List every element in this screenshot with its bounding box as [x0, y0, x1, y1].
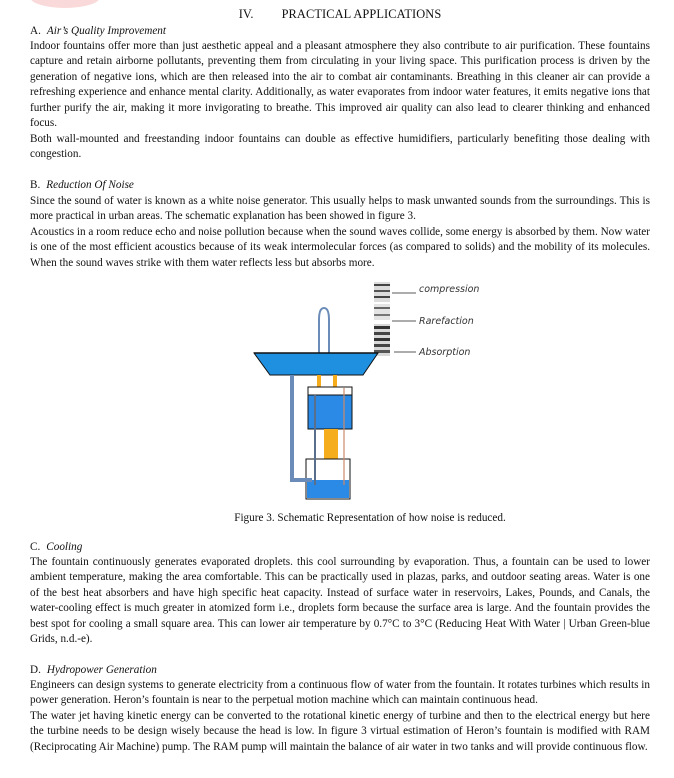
- section-number: IV.: [238, 7, 254, 21]
- subsection-a-heading: [30, 24, 166, 39]
- label-rarefaction: Rarefaction: [419, 316, 474, 327]
- figure-3: [220, 280, 500, 505]
- subsection-title: Air’s Quality Improvement: [46, 25, 166, 37]
- paragraph: The water jet having kinetic energy can be converted to the rotational kinetic energy of turbine and then to the electrical energy but here the turbine needs to be design wisely because the head is low. In figure 3 virtual estimation of Heron’s fountain is modified with RAM (Reciprocating Air Machine) pump. The RAM pump will maintain the balance of air water in two tanks and will provide continuous flow.: [30, 710, 650, 753]
- subsection-title: Cooling: [46, 541, 83, 553]
- flow-column: [324, 429, 338, 459]
- figure-caption: Figure 3. Schematic Representation of how noise is reduced.: [234, 512, 506, 524]
- subsection-b-heading: [30, 178, 134, 193]
- subsection-letter: D.: [30, 664, 41, 676]
- sound-wave-bars: [374, 282, 390, 356]
- subsection-letter: C.: [30, 541, 41, 553]
- paragraph: Engineers can design systems to generate electricity from a continuous flow of water from the fountain. It rotates turbines which results in power generation. Heron’s fountain is near to the perpetual motion machine which can maintain continuous head.: [30, 679, 650, 707]
- flow-connector: [317, 375, 321, 387]
- subsection-title: Hydropower Generation: [46, 664, 157, 676]
- subsection-letter: B.: [30, 179, 41, 191]
- flow-connector: [333, 375, 337, 387]
- paragraph: Since the sound of water is known as a white noise generator. This usually helps to mask unwanted sounds from the surroundings. This is more practical in urban areas. The schematic explanation has been showed in figure 3.: [30, 195, 650, 223]
- top-basin: [254, 353, 378, 375]
- label-absorption: Absorption: [419, 347, 471, 358]
- subsection-c-heading: [30, 540, 82, 555]
- paragraph: Acoustics in a room reduce echo and noise pollution because when the sound waves collide, some energy is absorbed by them. Now water is one of the most efficient acoustics because of its weak intermolecular forces (as compared to solids) and the mobility of its molecules. When the sound waves strike with them water reflects less but absorbs more.: [30, 226, 650, 269]
- paragraph: The fountain continuously generates evaporated droplets. this cool surrounding by evaporation. Thus, a fountain can be used to lower ambient temperature, making the area comfortable. This can be practically used in plazas, parks, and outdoor seating areas. Water is one of the best heat absorbers and have high specific heat capacity. Instead of surface water in reservoirs, Lakes, Pounds, and Canals, the water-cooling effect is much greater in atomized form i.e., droplets form because the surface area is large. And the fountain provides the best spot for cooling a small square area. This can lower air temperature by 0.7°C to 3°C (Reducing Heat With Water | Urban Green-blue Grids, n.d.-e).: [30, 556, 650, 646]
- fountain-schematic: [220, 280, 500, 505]
- subsection-d-heading: [30, 663, 157, 678]
- section-title: PRACTICAL APPLICATIONS: [281, 7, 442, 21]
- label-compression: compression: [419, 284, 480, 295]
- section-heading: [30, 7, 650, 22]
- lower-tank-water: [307, 480, 349, 498]
- subsection-letter: A.: [30, 25, 41, 37]
- paragraph: Both wall-mounted and freestanding indoor fountains can double as effective humidifiers, particularly benefiting those dealing with congestion.: [30, 133, 650, 161]
- subsection-title: Reduction Of Noise: [46, 179, 134, 191]
- paragraph: Indoor fountains offer more than just aesthetic appeal and a pleasant atmosphere they also contribute to air purification. These fountains capture and retain airborne pollutants, preventing them from circulating in your living space. This purification process is driven by the generation of negative ions, which are then released into the air to combat air contaminants. Breathing in this cleaner air can provide a refreshing experience and enhance mental clarity. Additionally, as water evaporates from indoor water features, it emits negative ions that further purify the air, making it more invigorating to breathe. This improved air quality can also lead to clearer thinking and enhanced focus.: [30, 40, 650, 130]
